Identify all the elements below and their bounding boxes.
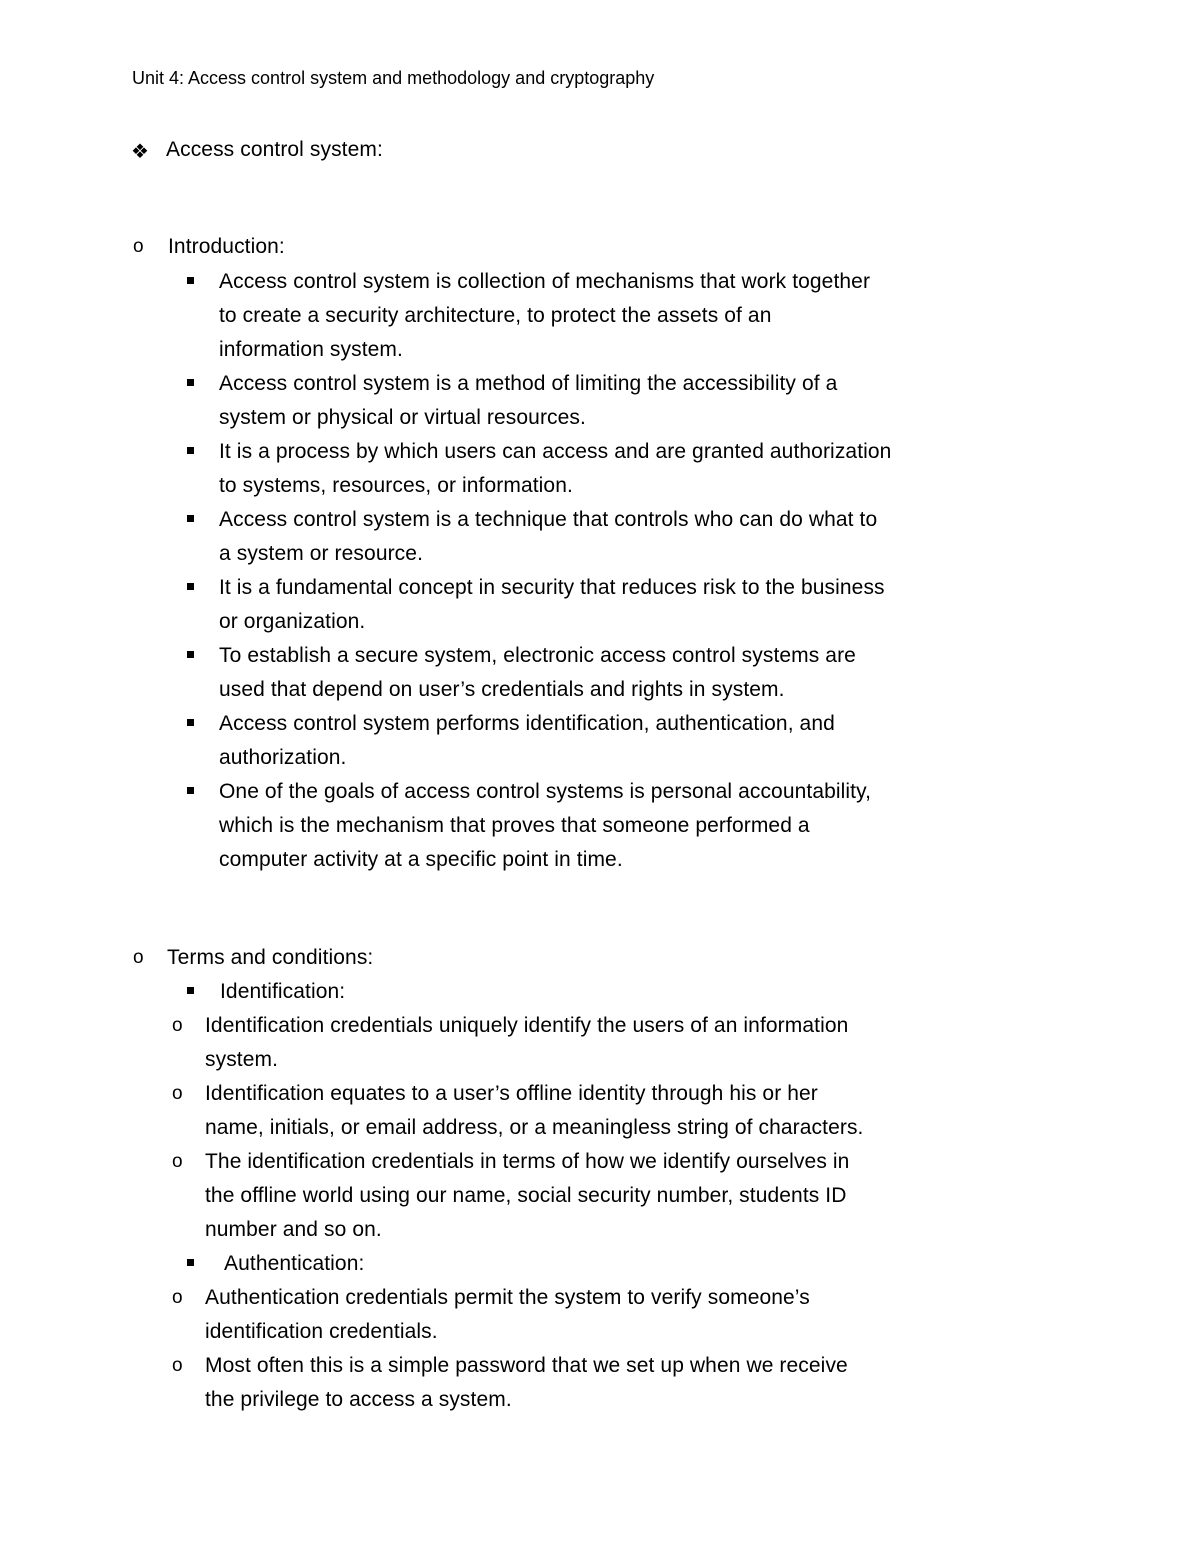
list-item-line: Access control system performs identification, authentication, and	[219, 712, 835, 735]
list-item-line: Access control system is a method of limiting the accessibility of a	[219, 372, 838, 395]
list-item-line: It is a process by which users can access and are granted authorization	[219, 440, 892, 463]
list-item-line: system or physical or virtual resources.	[219, 406, 586, 429]
authentication-label: Authentication:	[224, 1252, 365, 1275]
square-bullet-icon	[187, 379, 194, 386]
list-item-line: which is the mechanism that proves that someone performed a	[219, 814, 810, 837]
list-item-line: to create a security architecture, to protect the assets of an	[219, 304, 772, 327]
list-item-line: Most often this is a simple password that we set up when we receive	[205, 1354, 848, 1377]
circle-bullet-icon: o	[172, 1151, 183, 1172]
list-item-line: The identification credentials in terms of how we identify ourselves in	[205, 1150, 850, 1173]
list-item-line: the privilege to access a system.	[205, 1388, 512, 1411]
square-bullet-icon	[187, 583, 194, 590]
list-item-line: name, initials, or email address, or a meaningless string of characters.	[205, 1116, 864, 1139]
list-item-line: To establish a secure system, electronic access control systems are	[219, 644, 856, 667]
circle-bullet-icon: o	[172, 1015, 183, 1036]
square-bullet-icon	[187, 787, 194, 794]
list-item-line: or organization.	[219, 610, 366, 633]
circle-bullet-icon: o	[172, 1083, 183, 1104]
circle-bullet-icon: o	[172, 1287, 183, 1308]
square-bullet-icon	[187, 719, 194, 726]
list-item-line: Identification credentials uniquely identify the users of an information	[205, 1014, 849, 1037]
list-item-line: used that depend on user’s credentials and rights in system.	[219, 678, 785, 701]
list-item-line: It is a fundamental concept in security that reduces risk to the business	[219, 576, 885, 599]
list-item-line: number and so on.	[205, 1218, 382, 1241]
identification-label: Identification:	[220, 980, 346, 1003]
square-bullet-icon	[187, 277, 194, 284]
list-item-line: a system or resource.	[219, 542, 423, 565]
list-item-line: Authentication credentials permit the system to verify someone’s	[205, 1286, 810, 1309]
terms-heading: Terms and conditions:	[167, 946, 374, 969]
circle-bullet-icon: o	[133, 947, 144, 968]
list-item-line: Access control system is a technique that controls who can do what to	[219, 508, 878, 531]
square-bullet-icon	[187, 651, 194, 658]
list-item-line: One of the goals of access control systems is personal accountability,	[219, 780, 872, 803]
diamond-bullet-icon: ❖	[131, 139, 149, 163]
circle-bullet-icon: o	[172, 1355, 183, 1376]
section-heading: Access control system:	[166, 138, 383, 161]
list-item-line: identification credentials.	[205, 1320, 438, 1343]
list-item-line: computer activity at a specific point in time.	[219, 848, 623, 871]
introduction-heading: Introduction:	[168, 235, 285, 258]
square-bullet-icon	[187, 447, 194, 454]
circle-bullet-icon: o	[133, 236, 144, 257]
list-item-line: authorization.	[219, 746, 347, 769]
square-bullet-icon	[187, 515, 194, 522]
list-item-line: system.	[205, 1048, 279, 1071]
list-item-line: information system.	[219, 338, 403, 361]
list-item-line: Access control system is collection of mechanisms that work together	[219, 270, 871, 293]
square-bullet-icon	[187, 987, 194, 994]
list-item-line: to systems, resources, or information.	[219, 474, 573, 497]
document-title: Unit 4: Access control system and methodology and cryptography	[132, 68, 655, 88]
square-bullet-icon	[187, 1259, 194, 1266]
list-item-line: Identification equates to a user’s offline identity through his or her	[205, 1082, 818, 1105]
list-item-line: the offline world using our name, social security number, students ID	[205, 1184, 847, 1207]
